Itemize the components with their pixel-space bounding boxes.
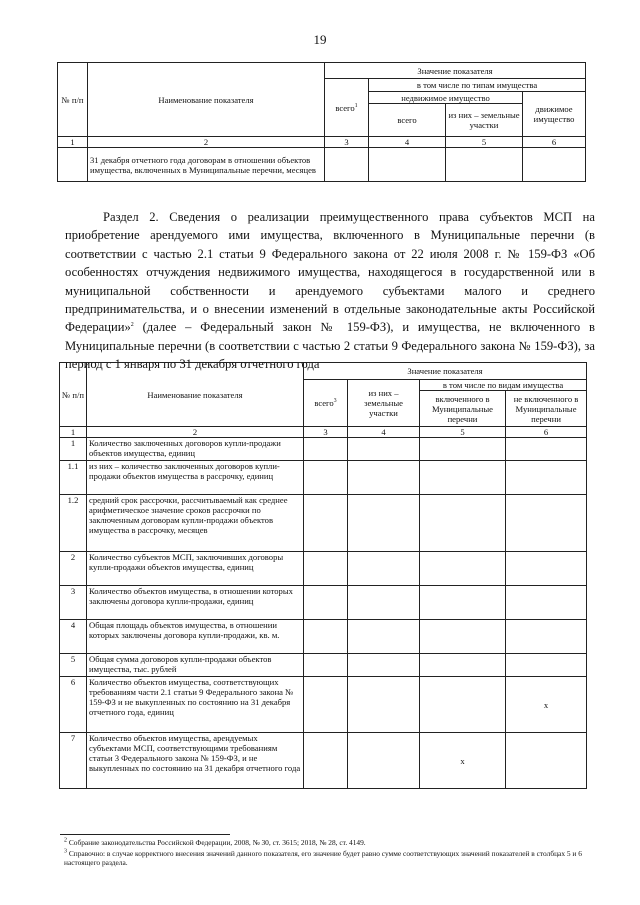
column-number: 4 xyxy=(369,137,446,148)
table-cell xyxy=(506,552,587,586)
table-cell xyxy=(506,654,587,677)
table-row xyxy=(60,461,587,495)
row-label: Общая сумма договоров купли-продажи объектов имущества, тыс. рублей xyxy=(87,654,304,677)
column-header-total: всего$^1$ xyxy=(325,79,369,137)
table-row xyxy=(60,733,587,789)
table-row xyxy=(60,677,587,733)
row-label: Количество объектов имущества, арендуемых субъектами МСП, соответствующими требованиям статьи 3 Федерального закона № 159-ФЗ, и не выкупленных по состоянию на 31 декабря отчетного года xyxy=(87,733,304,789)
column-header-value: Значение показателя xyxy=(304,363,587,380)
row-label: Общая площадь объектов имущества, в отношении которых заключены договора купли-продажи, кв. м. xyxy=(87,620,304,654)
table-cell xyxy=(304,677,348,733)
table-cell xyxy=(348,733,420,789)
table-cell xyxy=(506,495,587,552)
table-cell xyxy=(506,620,587,654)
table-cell xyxy=(506,461,587,495)
column-number: 2 xyxy=(88,137,325,148)
table-cell xyxy=(348,438,420,461)
column-header-name: Наименование показателя xyxy=(88,63,325,137)
table-cell xyxy=(420,438,506,461)
table-cell xyxy=(304,461,348,495)
row-number: 7 xyxy=(60,733,87,789)
table-cell xyxy=(325,148,369,182)
column-header-real-estate: недвижимое имущество xyxy=(369,92,523,104)
table-cell xyxy=(369,148,446,182)
table-row xyxy=(60,438,587,461)
column-number: 3 xyxy=(304,427,348,438)
table-cell xyxy=(506,733,587,789)
section-2-title: Раздел 2. Сведения о реализации преимущественного права субъектов МСП на приобретение арендуемого ими имущества, включенного в Муниципальные перечни (в соответствии с частью 2.1 статьи 9 Федерального закона от 22 июля 2008 г. № 159-ФЗ «Об особенностях отчуждения недвижимого имущества, находящегося в государственной или в муниципальной собственности и арендуемого субъектами малого и среднего предпринимательства, и о внесении изменений в отдельные законодательные акты Российской Федерации»$^2$ (далее – Федеральный закон № 159-ФЗ), и имущества, не включенного в Муниципальные перечни (в соответствии с частью 2 статьи 9 Федерального закона № 159-ФЗ), за период с 1 января по 31 декабря отчетного года xyxy=(65,210,595,372)
row-label: средний срок рассрочки, рассчитываемый как среднее арифметическое значение сроков рассрочки по заключенным договорам купли-продажи объектов имущества в рассрочку, месяцев xyxy=(87,495,304,552)
column-header-num: № п/п xyxy=(60,363,87,427)
footnote-separator xyxy=(60,834,230,835)
table-cell xyxy=(420,677,506,733)
table-row xyxy=(60,620,587,654)
column-number: 3 xyxy=(325,137,369,148)
row-number: 1.2 xyxy=(60,495,87,552)
table-cell xyxy=(420,552,506,586)
table-cell xyxy=(304,495,348,552)
row-label: Количество заключенных договоров купли-продажи объектов имущества, единиц xyxy=(87,438,304,461)
table-cell xyxy=(420,461,506,495)
table-cell xyxy=(348,620,420,654)
column-header-included: включенного в Муниципальные перечни xyxy=(420,391,506,427)
table-cell xyxy=(420,586,506,620)
column-number: 4 xyxy=(348,427,420,438)
table-row xyxy=(60,654,587,677)
row-number: 5 xyxy=(60,654,87,677)
row-number: 1.1 xyxy=(60,461,87,495)
column-header-name: Наименование показателя xyxy=(87,363,304,427)
column-header-real-total: всего xyxy=(369,104,446,137)
column-header-total: всего$^3$ xyxy=(304,380,348,427)
table-cell xyxy=(446,148,523,182)
table-cell xyxy=(304,733,348,789)
row-number: 2 xyxy=(60,552,87,586)
table-cell xyxy=(348,677,420,733)
page-number: 19 xyxy=(313,32,327,47)
row-number: 3 xyxy=(60,586,87,620)
footnote-1: $^2$ Собрание законодательства Российской Федерации, 2008, № 30, ст. 3615; 2018, № 28, ст. 4149. xyxy=(64,837,366,847)
table-cell xyxy=(523,148,586,182)
row-label: из них – количество заключенных договоров купли-продажи объектов имущества в рассрочку, единиц xyxy=(87,461,304,495)
table-cell xyxy=(348,552,420,586)
column-number: 2 xyxy=(87,427,304,438)
column-header-by-kinds: в том числе по видам имущества xyxy=(420,380,587,391)
table-row xyxy=(60,586,587,620)
column-number: 1 xyxy=(60,427,87,438)
column-header-by-types: в том числе по типам имущества xyxy=(369,79,586,92)
table-cell xyxy=(304,586,348,620)
table-cell xyxy=(506,586,587,620)
column-number: 5 xyxy=(420,427,506,438)
row-label: Количество объектов имущества, в отношении которых заключены договора купли-продажи, единиц xyxy=(87,586,304,620)
table-row xyxy=(60,495,587,552)
row-number: 6 xyxy=(60,677,87,733)
column-header-land: из них – земельные участки xyxy=(446,104,523,137)
table-cell xyxy=(58,148,88,182)
column-number: 5 xyxy=(446,137,523,148)
table-cell xyxy=(304,552,348,586)
table-cell xyxy=(304,438,348,461)
table-cell xyxy=(506,438,587,461)
row-number: 4 xyxy=(60,620,87,654)
row-label: Количество объектов имущества, соответствующих требованиям части 2.1 статьи 9 Федерального закона № 159-ФЗ и не выкупленных по состоянию на 31 декабря отчетного года, единиц xyxy=(87,677,304,733)
column-header-not-included: не включенного в Муниципальные перечни xyxy=(506,391,587,427)
footnote-2: $^3$ Справочно: в случае корректного внесения значений данного показателя, его значение будет равно сумме соответствующих значений показателей в столбцах 5 и 6 настоящего раздела. xyxy=(64,848,582,867)
column-header-value: Значение показателя xyxy=(325,63,586,79)
column-header-movable: движимое имущество xyxy=(523,92,586,137)
table-cell xyxy=(348,654,420,677)
table-cell xyxy=(348,586,420,620)
table-cell xyxy=(420,495,506,552)
row-label: 31 декабря отчетного года договорам в отношении объектов имущества, включенных в Муниципальные перечни, месяцев xyxy=(88,148,325,182)
table-row xyxy=(60,552,587,586)
column-number: 6 xyxy=(506,427,587,438)
table-cell xyxy=(304,654,348,677)
cross-mark-cell: х xyxy=(506,677,587,733)
table-types-of-property xyxy=(57,62,586,182)
column-header-land: из них – земельные участки xyxy=(348,380,420,427)
row-number: 1 xyxy=(60,438,87,461)
table-cell xyxy=(348,461,420,495)
table-cell xyxy=(420,654,506,677)
column-number: 6 xyxy=(523,137,586,148)
table-cell xyxy=(420,620,506,654)
table-preemptive-right xyxy=(59,362,587,789)
column-header-num: № п/п xyxy=(58,63,88,137)
table-cell xyxy=(348,495,420,552)
table-cell xyxy=(304,620,348,654)
cross-mark-cell: х xyxy=(420,733,506,789)
row-label: Количество субъектов МСП, заключивших договоры купли-продажи объектов имущества, единиц xyxy=(87,552,304,586)
column-number: 1 xyxy=(58,137,88,148)
